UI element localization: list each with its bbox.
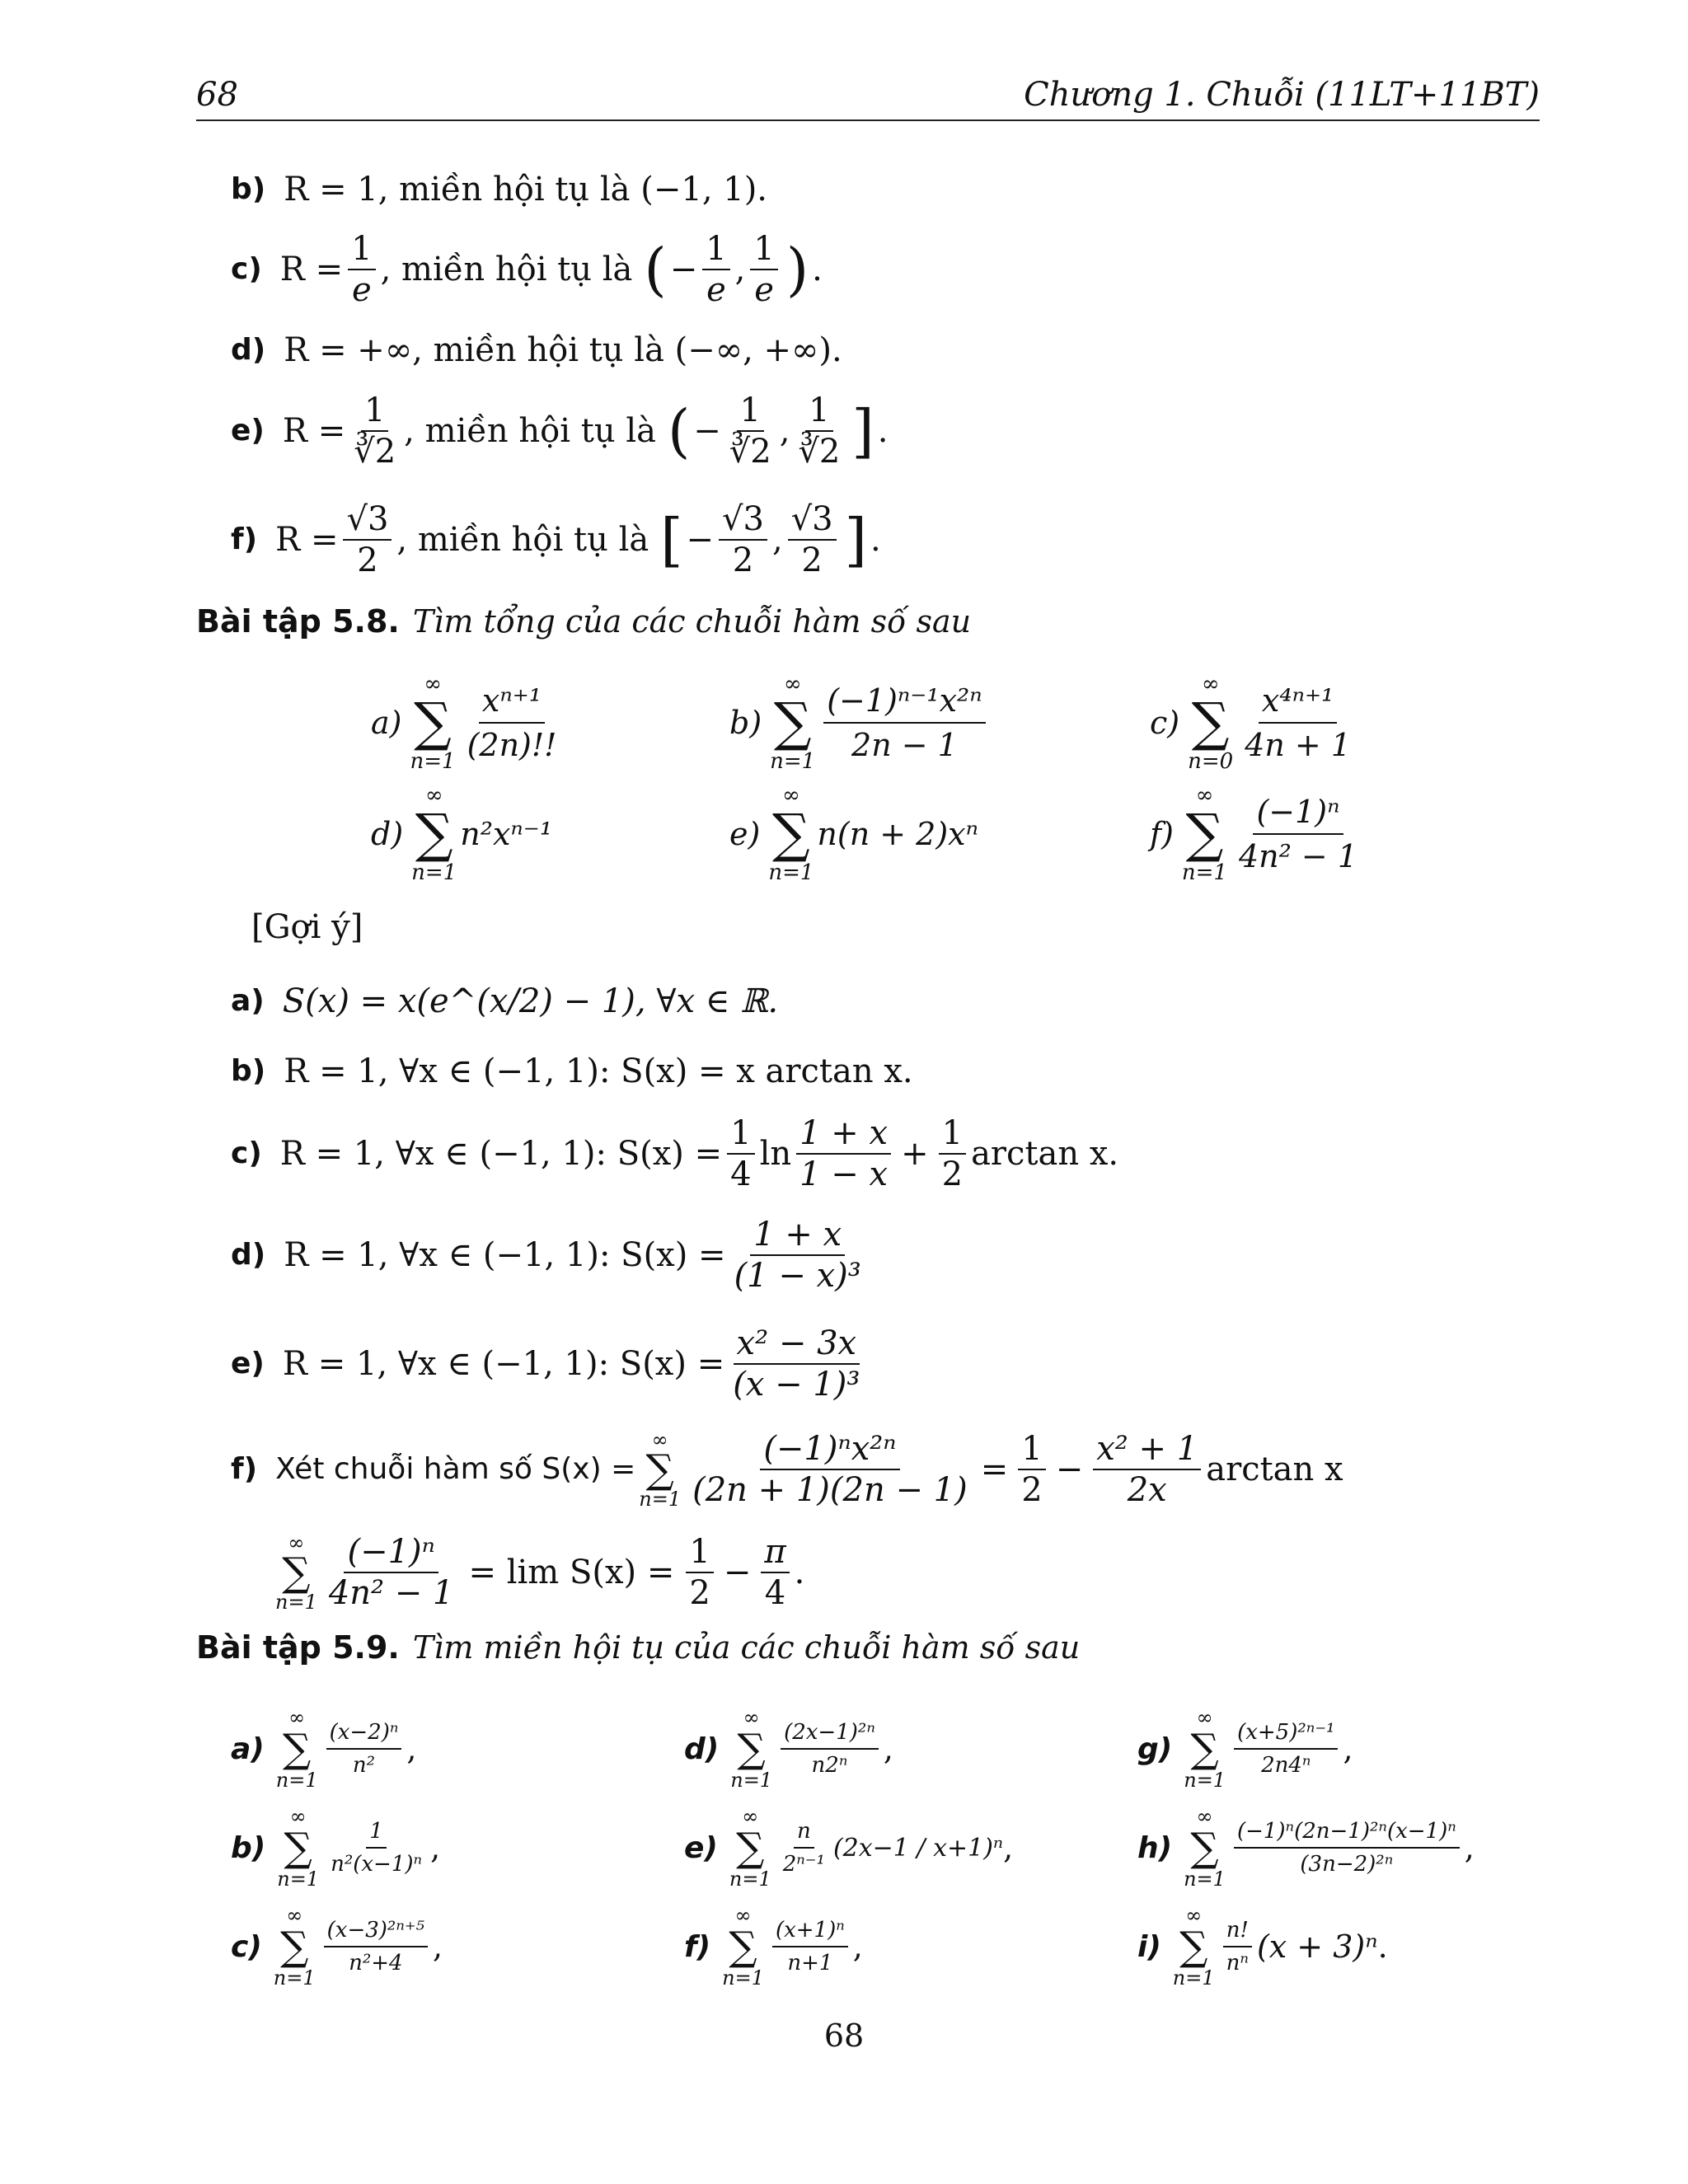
fraction: $\frac{1}{∛2}$ [798,391,841,471]
answer-label: f) [231,523,258,556]
fraction: $\frac{1}{2}$ [1018,1432,1045,1507]
hint-e: e) R = 1, ∀x ∈ (−1, 1): S(x) = $\frac{\text{x² − 3x}}{\text{(x − 1)³}}$ [231,1327,868,1401]
series-item-e: e) ∞ ∑ n=1 $\frac{n}{\text{2ⁿ⁻¹}}$ (2x−1 / x+1)ⁿ , [684,1805,1014,1891]
fraction: $\frac{1}{2}$ [686,1535,713,1610]
answer-f: f) R = $\frac{√3}{2}$ , miền hội tụ là [ − $\frac{√3}{2}$ , $\frac{√3}{2}$ ] . [231,500,881,579]
sigma: ∞ ∑ n=1 [411,783,457,885]
series-item-a: a) ∞ ∑ n=1 $\frac{\text{(x−2)ⁿ}}{\text{n²}}$ , [231,1706,417,1792]
sigma: ∞ ∑ n=1 [770,672,816,774]
fraction: $\frac{\text{x² + 1}}{2x}$ [1093,1432,1201,1507]
answer-mid: , miền hội tụ là [396,521,649,559]
fraction: $\frac{1 + x}{\text{(1 − x)³}}$ [734,1216,861,1295]
answer-d [231,331,842,369]
fraction: $\frac{1}{e}$ [348,232,375,307]
answer-mid: , miền hội tụ là [404,412,656,450]
fraction: $\frac{\text{xⁿ⁺¹}}{(2n)!!}$ [467,682,557,763]
series-item-d: d) ∞ ∑ n=1 n²xⁿ⁻¹ [371,783,553,885]
exercise-title: Bài tập 5.9. [196,1629,400,1666]
answer-pre: R = [279,251,344,288]
hint-d: d) R = 1, ∀x ∈ (−1, 1): S(x) = $\frac{1 + x}{\text{(1 − x)³}}$ [231,1218,870,1292]
exercise-question: Tìm miền hội tụ của các chuỗi hàm số sau [412,1629,1081,1666]
answer-label: e) [231,414,265,448]
hint-b: b) R = 1, ∀x ∈ (−1, 1): S(x) = x arctan x. [231,1052,913,1090]
sigma: ∞ ∑ n=1 [1181,783,1227,885]
series-item-h: h) ∞ ∑ n=1 $\frac{\text{(−1)ⁿ(2n−1)²ⁿ(x−1)ⁿ}}{\text{(3n−2)²ⁿ}}$ , [1137,1805,1475,1891]
header-rule [196,120,1540,121]
fraction: $\frac{1}{∛2}$ [729,391,771,471]
fraction: $\frac{\text{(−1)ⁿ}}{\text{4n² − 1}}$ [1238,794,1358,874]
series-item-c: c) ∞ ∑ n=1 $\frac{\text{(x−3)²ⁿ⁺⁵}}{\text{n²+4}}$ , [231,1904,443,1990]
fraction: $\frac{\text{x⁴ⁿ⁺¹}}{4n + 1}$ [1245,682,1352,763]
series-item-b: b) ∞ ∑ n=1 $\frac{\text{(−1)ⁿ⁻¹x²ⁿ}}{2n - 1}$ [729,672,991,774]
hint-f-line2: ∞ ∑ n=1 $\frac{\text{(−1)ⁿ}}{\text{4n² − 1}}$ = lim S(x) = $\frac{1}{2}$ − $\frac{\pi}{4}$ . [275,1531,805,1614]
fraction: $\frac{1 + x}{1 - x}$ [796,1117,891,1191]
exercise-question: Tìm tổng của các chuỗi hàm số sau [412,603,972,640]
sigma: ∞ ∑ n=1 [768,783,814,885]
series-item-b: b) ∞ ∑ n=1 $\frac{1}{\text{n²(x−1)ⁿ}}$ , [231,1805,441,1891]
series-item-f: f) ∞ ∑ n=1 $\frac{\text{(−1)ⁿ}}{\text{4n² − 1}}$ [1150,783,1366,885]
answer-label: b) [231,172,266,206]
fraction: $\frac{1}{e}$ [702,232,729,307]
answer-c: c) R = $\frac{1}{e}$ , miền hội tụ là ( − $\frac{1}{e}$ , $\frac{1}{e}$ ) . [231,230,823,309]
fraction: $\frac{\text{x² − 3x}}{\text{(x − 1)³}}$ [733,1324,860,1404]
header-chapter-title: Chương 1. Chuỗi (11LT+11BT) [1024,76,1540,114]
fraction: $\frac{√3}{2}$ [788,503,837,577]
exercise-5-9-heading [196,1629,1081,1666]
answer-mid: , miền hội tụ là [380,251,633,288]
answer-b [231,171,768,209]
fraction: $\frac{1}{2}$ [939,1117,966,1191]
answer-text: R = +∞, miền hội tụ là (−∞, +∞). [284,331,842,369]
footer-page-number: 68 [823,2018,865,2054]
series-item-e: e) ∞ ∑ n=1 n(n + 2)xⁿ [729,783,979,885]
fraction: $\frac{√3}{2}$ [343,503,392,577]
series-item-a: a) ∞ ∑ n=1 $\frac{\text{xⁿ⁺¹}}{(2n)!!}$ [371,672,565,774]
answer-pre: R = [275,521,339,559]
series-item-c: c) ∞ ∑ n=0 $\frac{\text{x⁴ⁿ⁺¹}}{4n + 1}$ [1150,672,1359,774]
exercise-title: Bài tập 5.8. [196,603,400,640]
hint-label: [Gợi ý] [251,908,363,946]
sigma: ∞ ∑ n=0 [1188,672,1234,774]
hint-c: c) R = 1, ∀x ∈ (−1, 1): S(x) = $\frac{1}{4}$ ln $\frac{1 + x}{1 - x}$ + $\frac{1}{2}$ arctan x. [231,1114,1119,1193]
fraction: $\frac{\text{(−1)ⁿx²ⁿ}}{(2n + 1)(2n - 1)}$ [692,1430,968,1509]
sigma: ∞ ∑ n=1 [410,672,456,774]
answer-label: c) [231,252,262,286]
series-item-i: i) ∞ ∑ n=1 $\frac{n!}{\text{nⁿ}}$ (x + 3)ⁿ . [1137,1904,1388,1990]
exercise-5-8-heading [196,603,972,640]
series-item-g: g) ∞ ∑ n=1 $\frac{\text{(x+5)²ⁿ⁻¹}}{\text{2n4ⁿ}}$ , [1137,1706,1353,1792]
answer-e: e) R = $\frac{1}{∛2}$ , miền hội tụ là ( − $\frac{1}{∛2}$ , $\frac{1}{∛2}$ ] . [231,391,889,471]
series-item-d: d) ∞ ∑ n=1 $\frac{\text{(2x−1)²ⁿ}}{\text{n2ⁿ}}$ , [684,1706,893,1792]
hint-f: f) Xét chuỗi hàm số S(x) = ∞ ∑ n=1 $\frac{\text{(−1)ⁿx²ⁿ}}{(2n + 1)(2n - 1)}$ = $\frac{1}{2}$ − $\frac{\text{x² + 1}}{2x}$ arctan x [231,1428,1343,1511]
series-item-f: f) ∞ ∑ n=1 $\frac{\text{(x+1)ⁿ}}{n+1}$ , [684,1904,863,1990]
fraction: $\frac{1}{e}$ [750,232,777,307]
answer-pre: R = [282,412,346,450]
answer-label: d) [231,333,266,367]
fraction: $\frac{1}{4}$ [727,1117,754,1191]
sigma: ∞ ∑ n=1 [275,1531,317,1614]
sigma: ∞ ∑ n=1 [639,1428,682,1511]
fraction: $\frac{\text{(−1)ⁿ⁻¹x²ⁿ}}{2n - 1}$ [823,682,985,763]
answer-text: R = 1, miền hội tụ là (−1, 1). [284,171,768,209]
hint-a: a) S(x) = x(e^(x/2) − 1), ∀x ∈ ℝ. [231,982,779,1020]
fraction: $\frac{√3}{2}$ [719,503,767,577]
header-page-number: 68 [196,76,238,114]
fraction: $\frac{1}{∛2}$ [354,391,396,471]
fraction: $\frac{\pi}{4}$ [761,1535,789,1610]
fraction: $\frac{\text{(−1)ⁿ}}{\text{4n² − 1}}$ [328,1533,454,1612]
